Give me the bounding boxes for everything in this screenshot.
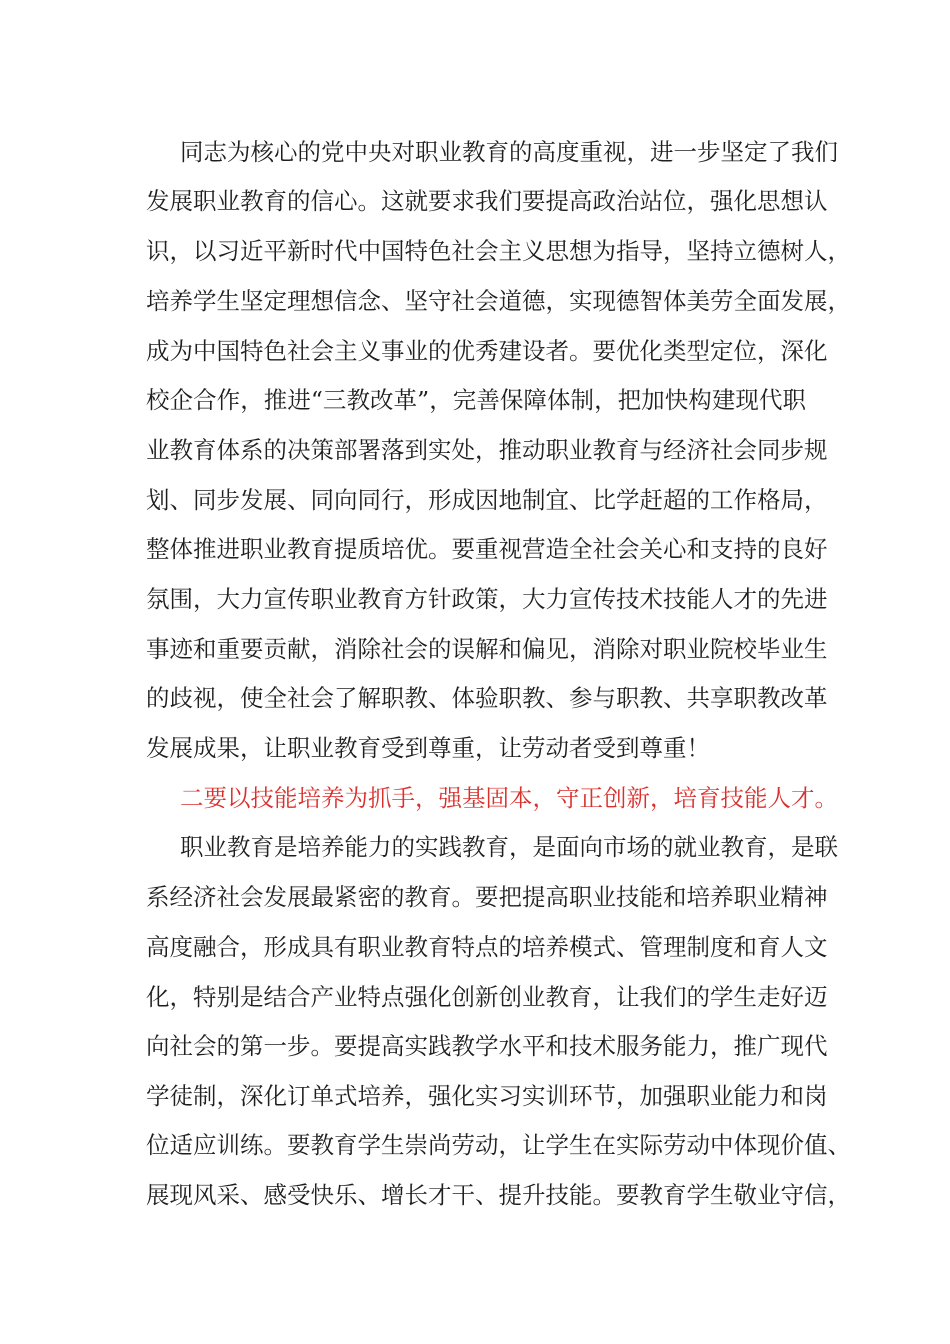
paragraph-2-line: 学徒制，深化订单式培养，强化实习实训环节，加强职业能力和岗 xyxy=(146,1082,828,1110)
paragraph-2-line: 职业教育是培养能力的实践教育，是面向市场的就业教育，是联 xyxy=(180,833,838,861)
paragraph-2-line: 系经济社会发展最紧密的教育。要把提高职业技能和培养职业精神 xyxy=(146,883,828,911)
paragraph-2-line: 化，特别是结合产业特点强化创新创业教育，让我们的学生走好迈 xyxy=(146,983,828,1011)
paragraph-1-line: 培养学生坚定理想信念、坚守社会道德，实现德智体美劳全面发展， xyxy=(146,287,851,315)
paragraph-1-line: 业教育体系的决策部署落到实处，推动职业教育与经济社会同步规 xyxy=(146,436,828,464)
paragraph-1-line: 划、同步发展、同向同行，形成因地制宜、比学赶超的工作格局， xyxy=(146,486,828,514)
paragraph-1-line: 事迹和重要贡献，消除社会的误解和偏见，消除对职业院校毕业生 xyxy=(146,635,828,663)
paragraph-2-line: 高度融合，形成具有职业教育特点的培养模式、管理制度和育人文 xyxy=(146,933,828,961)
paragraph-2-line: 展现风采、感受快乐、增长才干、提升技能。要教育学生敬业守信， xyxy=(146,1181,851,1209)
paragraph-1-line: 发展职业教育的信心。这就要求我们要提高政治站位，强化思想认 xyxy=(146,187,828,215)
paragraph-1-line: 发展成果，让职业教育受到尊重，让劳动者受到尊重！ xyxy=(146,734,710,762)
paragraph-1-line: 整体推进职业教育提质培优。要重视营造全社会关心和支持的良好 xyxy=(146,535,828,563)
paragraph-1-line: 校企合作，推进“三教改革”，完善保障体制，把加快构建现代职 xyxy=(146,386,806,414)
paragraph-1-line: 氛围，大力宣传职业教育方针政策，大力宣传技术技能人才的先进 xyxy=(146,585,828,613)
paragraph-1-line: 的歧视，使全社会了解职教、体验职教、参与职教、共享职教改革 xyxy=(146,684,828,712)
paragraph-1-line: 识，以习近平新时代中国特色社会主义思想为指导，坚持立德树人， xyxy=(146,237,851,265)
paragraph-1-line: 同志为核心的党中央对职业教育的高度重视，进一步坚定了我们 xyxy=(180,138,838,166)
paragraph-1-line: 成为中国特色社会主义事业的优秀建设者。要优化类型定位，深化 xyxy=(146,337,828,365)
paragraph-2-line: 向社会的第一步。要提高实践教学水平和技术服务能力，推广现代 xyxy=(146,1032,828,1060)
paragraph-2-line: 位适应训练。要教育学生崇尚劳动，让学生在实际劳动中体现价值、 xyxy=(146,1131,851,1159)
section-heading: 二要以技能培养为抓手，强基固本，守正创新，培育技能人才。 xyxy=(180,784,838,812)
